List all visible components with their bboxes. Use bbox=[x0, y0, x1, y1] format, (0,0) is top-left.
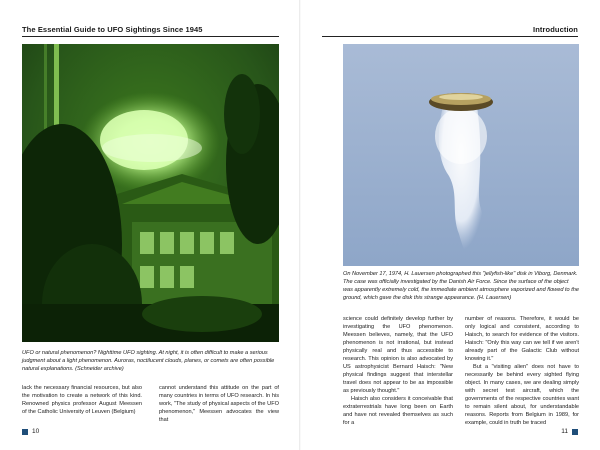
running-head-right: Introduction bbox=[533, 25, 578, 34]
photo-caption-right: On November 17, 1974, H. Lauersen photographed this "jellyfish-like" disk in Viborg, Denmark. The case was officially investigated by the Danish Air Force. Since the surface of the object was apparently extremely cold, the immediate ambient atmosphere vaporized and flowed to the ground, which gave the disk this strange appearance. (H. Lauersen) bbox=[343, 271, 579, 301]
body-paragraph: number of reasons. Therefore, it would be only logical and consistent, according to Haisch, to search for evidence of the visitors. Haisch: "Only this way can we tell if we aren't already part of the Galactic Club without knowing it." bbox=[465, 316, 579, 362]
jellyfish-ufo-photo-graphic bbox=[343, 44, 579, 266]
page-number-left bbox=[22, 428, 39, 435]
photo-caption-left: UFO or natural phenomenon? Nighttime UFO sighting. At night, it is often difficult to make a serious judgment about a light phenomenon. Auroras, noctilucent clouds, planes, or comets are often possible natural explanations. (Schneider archive) bbox=[22, 350, 275, 372]
body-paragraph: Haisch also considers it conceivable that extraterrestrials have long been on Earth and have not revealed themselves as such for a bbox=[343, 396, 453, 426]
page-number-left-text: 10 bbox=[32, 428, 40, 435]
page-number-right bbox=[561, 428, 578, 435]
body-paragraph: But a "visiting alien" does not have to necessarily be behind every sighted flying object. In many cases, we are dealing simply with secret test aircraft, which the governments of the respective countries want to remain silent about, for understandable reasons. Reports from Belgium in 1989, for example, could in truth be traced bbox=[465, 364, 579, 426]
ufo-night-photo bbox=[22, 44, 279, 342]
running-head-left: The Essential Guide to UFO Sightings Since 1945 bbox=[22, 25, 203, 34]
jellyfish-ufo-photo bbox=[343, 44, 579, 266]
body-paragraph: cannot understand this attitude on the part of many countries in terms of UFO research. In his work, "The study of physical aspects of the UFO phenomenon," Meessen advocates the view that bbox=[159, 385, 279, 423]
page-gutter bbox=[299, 0, 301, 450]
body-column-1 bbox=[22, 384, 142, 416]
header-rule-left bbox=[22, 36, 279, 37]
body-column-3 bbox=[343, 315, 453, 427]
folio-square-icon bbox=[22, 429, 28, 435]
body-paragraph: lack the necessary financial resources, but also the motivation to create a network of this kind. Renowned physics professor August Meessen of the Catholic University of Leuven (Belgium) bbox=[22, 385, 142, 415]
body-column-4 bbox=[465, 315, 579, 427]
folio-square-icon bbox=[572, 429, 578, 435]
header-rule-right bbox=[322, 36, 578, 37]
page-number-right-text: 11 bbox=[561, 428, 568, 435]
ufo-night-photo-graphic bbox=[22, 44, 279, 342]
body-column-2 bbox=[159, 384, 279, 424]
body-paragraph: science could definitely develop further by investigating the UFO phenomenon. Meessen believes, namely, that the UFO phenomenon is not irrational, but instead physically real and thus accessible to research. This opinion is also advocated by US astrophysicist Bernard Haisch: "New physical findings suggest that interstellar travel does not appear to be as impossible as previously thought." bbox=[343, 316, 453, 394]
